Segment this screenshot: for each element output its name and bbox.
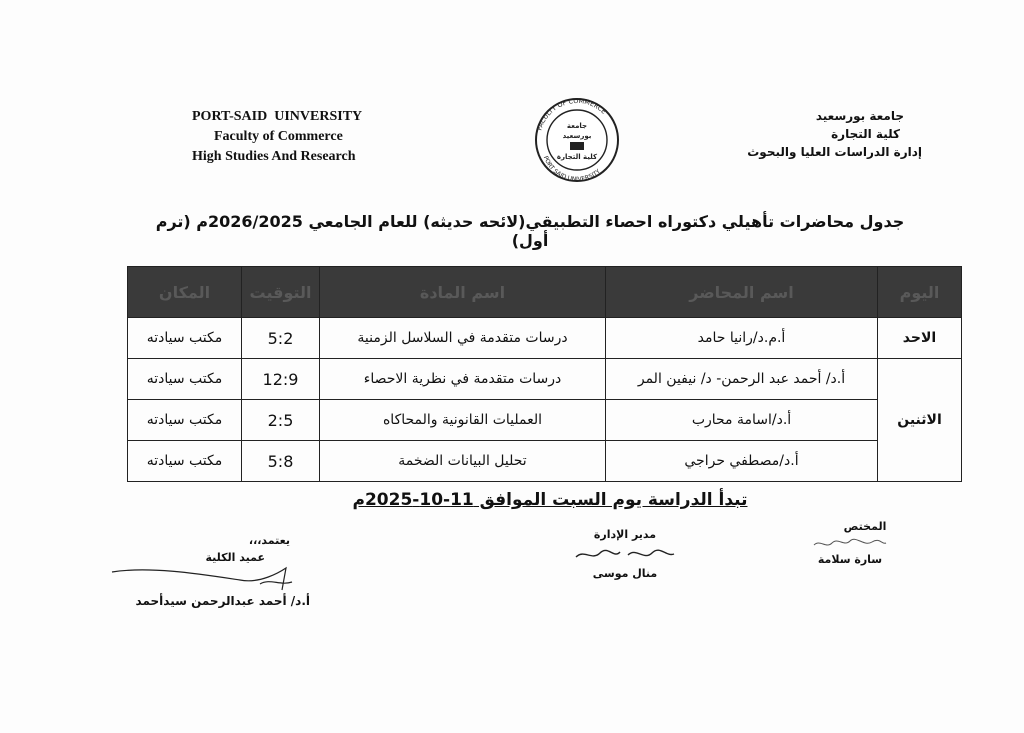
table-row: [128, 441, 962, 482]
faculty-name-ar: كلية التجارة: [831, 127, 900, 141]
manager-signature-block: [560, 528, 690, 580]
lecturer-cell: أ.د/ أحمد عبد الرحمن- د/ نيفين المر: [606, 359, 878, 400]
university-name-ar: جامعة بورسعيد: [815, 109, 904, 123]
subject-cell: درسات متقدمة في السلاسل الزمنية: [320, 318, 606, 359]
day-cell: الاثنين: [878, 359, 962, 482]
dean-title: عميد الكلية: [205, 551, 265, 564]
study-start-note: تبدأ الدراسة يوم السبت الموافق 11-10-2025م: [352, 490, 748, 510]
time-cell: 12:9: [242, 359, 320, 400]
lecturer-cell: أ.د/اسامة محارب: [606, 400, 878, 441]
seal-line-1: جامعة: [566, 122, 588, 130]
header-subject: اسم المادة: [320, 267, 606, 318]
specialist-signature-block: [795, 520, 905, 566]
lecturer-cell: أ.د/مصطفي حراجي: [606, 441, 878, 482]
seal-bottom-text: PORT SAID UNIVERSITY: [541, 155, 602, 182]
seal-line-2: بورسعيد: [562, 132, 592, 140]
specialist-title: المختص: [843, 520, 887, 533]
header-lecturer: اسم المحاضر: [606, 267, 878, 318]
table-header-row: [128, 267, 962, 318]
place-cell: مكتب سيادته: [128, 400, 242, 441]
approve-word: يعتمد،،،: [248, 534, 290, 547]
subject-cell: درسات متقدمة في نظرية الاحصاء: [320, 359, 606, 400]
header-time: التوقيت: [242, 267, 320, 318]
time-cell: 5:2: [242, 318, 320, 359]
schedule-title: جدول محاضرات تأهيلي دكتوراه احصاء التطبيقي(لائحه حديثه) للعام الجامعي 2026/2025م (ترم أول): [155, 212, 905, 250]
place-cell: مكتب سيادته: [128, 318, 242, 359]
specialist-name: سارة سلامة: [817, 553, 883, 566]
day-cell: الاحد: [878, 318, 962, 359]
table-row: [128, 400, 962, 441]
manager-title: مدير الإدارة: [593, 528, 657, 541]
lecturer-cell: أ.م.د/رانيا حامد: [606, 318, 878, 359]
place-cell: مكتب سيادته: [128, 441, 242, 482]
faculty-seal: [528, 98, 626, 182]
department-name-ar: إدارة الدراسات العليا والبحوث: [747, 145, 922, 159]
header-day: اليوم: [878, 267, 962, 318]
table-row: [128, 318, 962, 359]
manager-name: منال موسى: [592, 567, 658, 580]
subject-cell: العمليات القانونية والمحاكاه: [320, 400, 606, 441]
university-name-en: PORT-SAID UINVERSITY: [192, 109, 363, 124]
time-cell: 5:8: [242, 441, 320, 482]
place-cell: مكتب سيادته: [128, 359, 242, 400]
dean-signature-scribble: [110, 564, 310, 594]
schedule-table: [127, 266, 962, 482]
time-cell: 2:5: [242, 400, 320, 441]
table-row: [128, 359, 962, 400]
faculty-name-en: Faculty of Commerce: [214, 129, 343, 144]
arabic-header: [747, 107, 922, 161]
manager-signature-scribble: [570, 543, 680, 565]
header-place: المكان: [128, 267, 242, 318]
department-name-en: High Studies And Research: [192, 149, 356, 164]
seal-line-3: كلية التجارة: [556, 153, 598, 161]
seal-top-text: FACULTY OF COMMERCE: [535, 98, 608, 132]
dean-name: أ.د/ أحمد عبدالرحمن سيدأحمد: [135, 594, 310, 608]
dean-signature-block: [110, 534, 310, 608]
subject-cell: تحليل البيانات الضخمة: [320, 441, 606, 482]
specialist-signature-scribble: [810, 535, 890, 551]
english-header: [192, 107, 362, 167]
